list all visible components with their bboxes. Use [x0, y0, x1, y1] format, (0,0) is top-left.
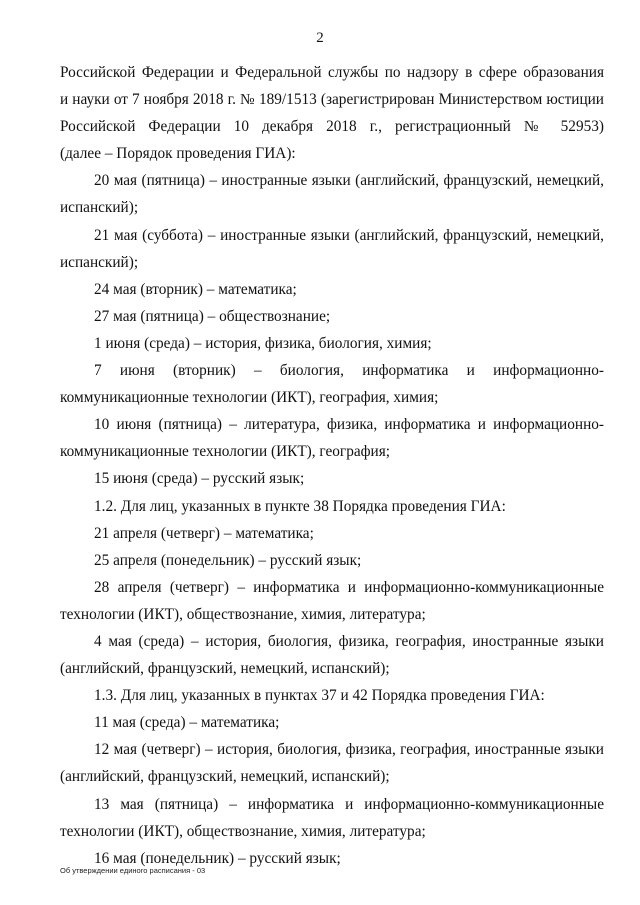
- text-line: 13 мая (пятница) – информатика и информационно-коммуникационные: [94, 795, 604, 813]
- text-line: 4 мая (среда) – история, биология, физика, география, иностранные языки: [94, 632, 604, 650]
- text-line: 7 июня (вторник) – биология, информатика и информационно-: [94, 362, 604, 380]
- text-line: 25 апреля (понедельник) – русский язык;: [94, 551, 362, 569]
- text-line: испанский);: [60, 199, 139, 217]
- text-line: и науки от 7 ноября 2018 г. № 189/1513 (зарегистрирован Министерством юстиции: [60, 91, 604, 109]
- text-line: 10 июня (пятница) – литература, физика, информатика и информационно-: [94, 416, 604, 434]
- section-heading: 1.3. Для лиц, указанных в пунктах 37 и 42 Порядка проведения ГИА:: [94, 687, 545, 705]
- document-body: [60, 59, 604, 872]
- page-footer: Об утверждении единого расписания - 03: [60, 866, 206, 875]
- text-line: 15 июня (среда) – русский язык;: [94, 470, 305, 488]
- text-line: 1 июня (среда) – история, физика, биология, химия;: [94, 334, 432, 352]
- text-line: (английский, французский, немецкий, испанский);: [60, 660, 390, 678]
- text-line: Российской Федерации и Федеральной службы по надзору в сфере образования: [60, 64, 604, 81]
- text-line: испанский);: [60, 253, 139, 271]
- text-line: 24 мая (вторник) – математика;: [94, 280, 297, 298]
- text-line: 21 мая (суббота) – иностранные языки (английский, французский, немецкий,: [94, 226, 604, 244]
- text-line: технологии (ИКТ), обществознание, химия, литература;: [60, 605, 426, 623]
- section-heading: 1.2. Для лиц, указанных в пункте 38 Порядка проведения ГИА:: [94, 497, 506, 515]
- text-line: (далее – Порядок проведения ГИА):: [60, 145, 296, 163]
- text-line: технологии (ИКТ), обществознание, химия, литература;: [60, 822, 426, 840]
- text-line: 11 мая (среда) – математика;: [94, 714, 280, 732]
- text-line: 21 апреля (четверг) – математика;: [94, 524, 314, 542]
- text-line: коммуникационные технологии (ИКТ), география;: [60, 443, 391, 461]
- page-number: 2: [316, 30, 324, 46]
- text-line: (английский, французский, немецкий, испанский);: [60, 768, 390, 786]
- text-line: 20 мая (пятница) – иностранные языки (английский, французский, немецкий,: [94, 172, 604, 190]
- text-line: 12 мая (четверг) – история, биология, физика, география, иностранные языки: [94, 741, 604, 759]
- text-line: 16 мая (понедельник) – русский язык;: [94, 849, 341, 867]
- text-line: Российской Федерации 10 декабря 2018 г., регистрационный № 52953): [60, 118, 604, 136]
- text-line: коммуникационные технологии (ИКТ), география, химия;: [60, 389, 439, 407]
- text-line: 27 мая (пятница) – обществознание;: [94, 307, 331, 325]
- text-line: 28 апреля (четверг) – информатика и информационно-коммуникационные: [94, 578, 604, 596]
